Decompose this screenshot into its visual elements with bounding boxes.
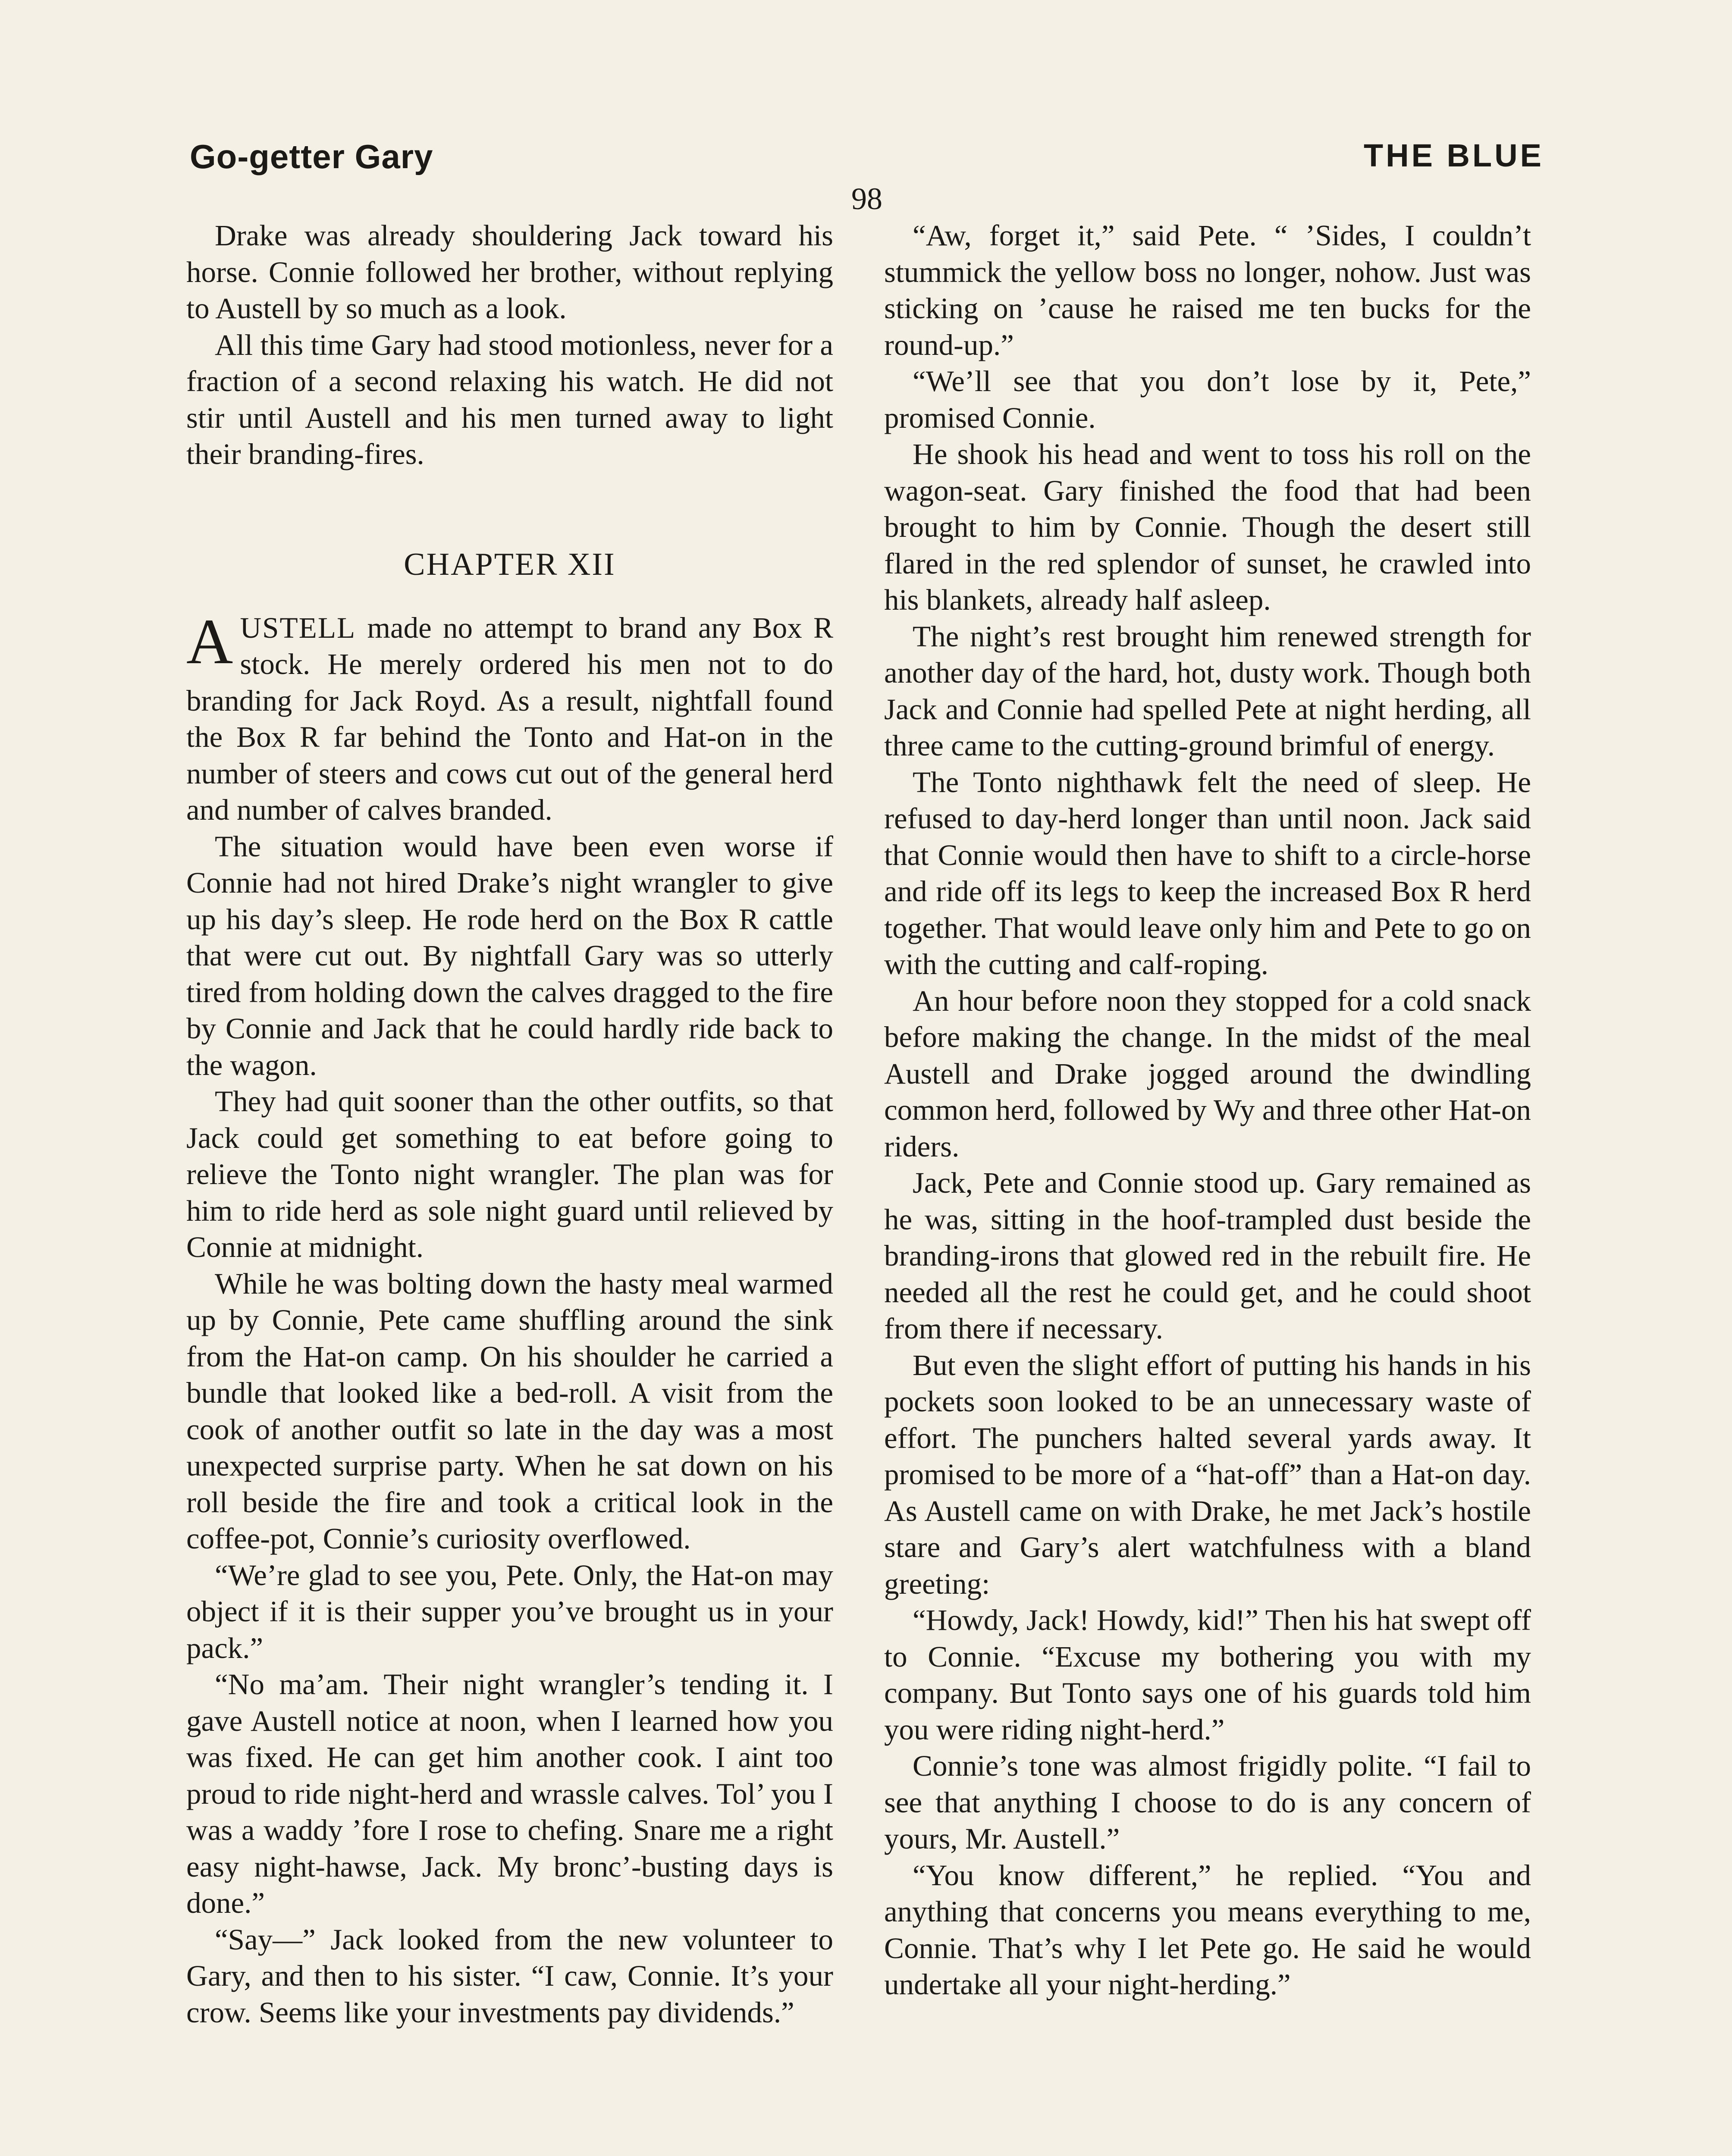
paragraph: “No ma’am. Their night wrangler’s tending it. I gave Austell notice at noon, when I learned how you was fixed. He can get him another cook. I aint too proud to ride night-herd and wrassle calves. Tol’ you I was a waddy ’fore I rose to chefing. Snare me a right easy night-hawse, Jack. My bronc’-busting days is done.” — [186, 1668, 833, 1919]
opening-text: made no attempt to brand any Box R stock. He merely ordered his men not to do branding for Jack Royd. As a result, nightfall found the Box R far behind the Tonto and Hat-on in the number of steers and cows cut out of the general herd and number of calves branded. — [186, 611, 833, 826]
paragraph: The Tonto nighthawk felt the need of sleep. He refused to day-herd longer than until noon. Jack said that Connie would then have to shift to a circle-horse and ride off its legs to keep the increased Box R herd together. That would leave only him and Pete to go on with the cutting and calf-roping. — [884, 765, 1531, 981]
opening-smallcaps: USTELL — [240, 611, 356, 644]
right-column — [884, 217, 1531, 2003]
paragraph: The night’s rest brought him renewed strength for another day of the hard, hot, dusty work. Though both Jack and Connie had spelled Pete at night herding, all three came to the cutting-ground brimful of energy. — [884, 620, 1531, 762]
drop-cap: A — [186, 605, 233, 677]
paragraph: An hour before noon they stopped for a cold snack before making the change. In the midst of the meal Austell and Drake jogged around the dwindling common herd, followed by Wy and three other Hat-on riders. — [884, 984, 1531, 1163]
chapter-opening-paragraph — [186, 605, 833, 828]
paragraph: Drake was already shouldering Jack toward his horse. Connie followed her brother, without replying to Austell by so much as a look. — [186, 219, 833, 325]
running-title-left: Go-getter Gary — [190, 138, 433, 175]
paragraph: “We’re glad to see you, Pete. Only, the Hat-on may object if it is their supper you’ve brought us in your pack.” — [186, 1558, 833, 1664]
paragraph: All this time Gary had stood motionless, never for a fraction of a second relaxing his watch. He did not stir until Austell and his men turned away to light their branding-fires. — [186, 328, 833, 470]
paragraph: They had quit sooner than the other outfits, so that Jack could get something to eat before going to relieve the Tonto night wrangler. The plan was for him to ride herd as sole night guard until relieved by Connie at midnight. — [186, 1085, 833, 1263]
left-column — [186, 217, 833, 2031]
paragraph: While he was bolting down the hasty meal warmed up by Connie, Pete came shuffling around the sink from the Hat-on camp. On his shoulder he carried a bundle that looked like a bed-roll. A visit from the cook of another outfit so late in the day was a most unexpected surprise party. When he sat down on his roll beside the fire and took a critical look in the coffee-pot, Connie’s curiosity overflowed. — [186, 1267, 833, 1555]
chapter-heading: CHAPTER XII — [404, 546, 616, 582]
paragraph: “Aw, forget it,” said Pete. “ ’Sides, I couldn’t stummick the yellow boss no longer, nohow. Just was sticking on ’cause he raised me ten bucks for the round-up.” — [884, 219, 1531, 361]
paragraph: But even the slight effort of putting his hands in his pockets soon looked to be an unnecessary waste of effort. The punchers halted several yards away. It promised to be more of a “hat-off” than a Hat-on day. As Austell came on with Drake, he met Jack’s hostile stare and Gary’s alert watchfulness with a bland greeting: — [884, 1348, 1531, 1600]
paragraph: “Say—” Jack looked from the new volunteer to Gary, and then to his sister. “I caw, Connie. It’s your crow. Seems like your investments pay dividends.” — [186, 1923, 833, 2029]
running-title-right: THE BLUE — [1364, 138, 1544, 173]
paragraph: Connie’s tone was almost frigidly polite. “I fail to see that anything I choose to do is any concern of yours, Mr. Austell.” — [884, 1749, 1531, 1855]
paragraph: Jack, Pete and Connie stood up. Gary remained as he was, sitting in the hoof-trampled dust beside the branding-irons that glowed red in the rebuilt fire. He needed all the rest he could get, and he could shoot from there if necessary. — [884, 1166, 1531, 1345]
paragraph: “Howdy, Jack! Howdy, kid!” Then his hat swept off to Connie. “Excuse my bothering you with my company. But Tonto says one of his guards told him you were riding night-herd.” — [884, 1604, 1531, 1746]
page-number: 98 — [851, 182, 882, 216]
paragraph: He shook his head and went to toss his roll on the wagon-seat. Gary finished the food that had been brought to him by Connie. Though the desert still flared in the red splendor of sunset, he crawled into his blankets, already half asleep. — [884, 438, 1531, 616]
paragraph: “You know different,” he replied. “You and anything that concerns you means everything to me, Connie. That’s why I let Pete go. He said he would undertake all your night-herding.” — [884, 1858, 1531, 2001]
paragraph: The situation would have been even worse if Connie had not hired Drake’s night wrangler to give up his day’s sleep. He rode herd on the Box R cattle that were cut out. By nightfall Gary was so utterly tired from holding down the calves dragged to the fire by Connie and Jack that he could hardly ride back to the wagon. — [186, 830, 833, 1081]
paragraph: “We’ll see that you don’t lose by it, Pete,” promised Connie. — [884, 365, 1531, 434]
